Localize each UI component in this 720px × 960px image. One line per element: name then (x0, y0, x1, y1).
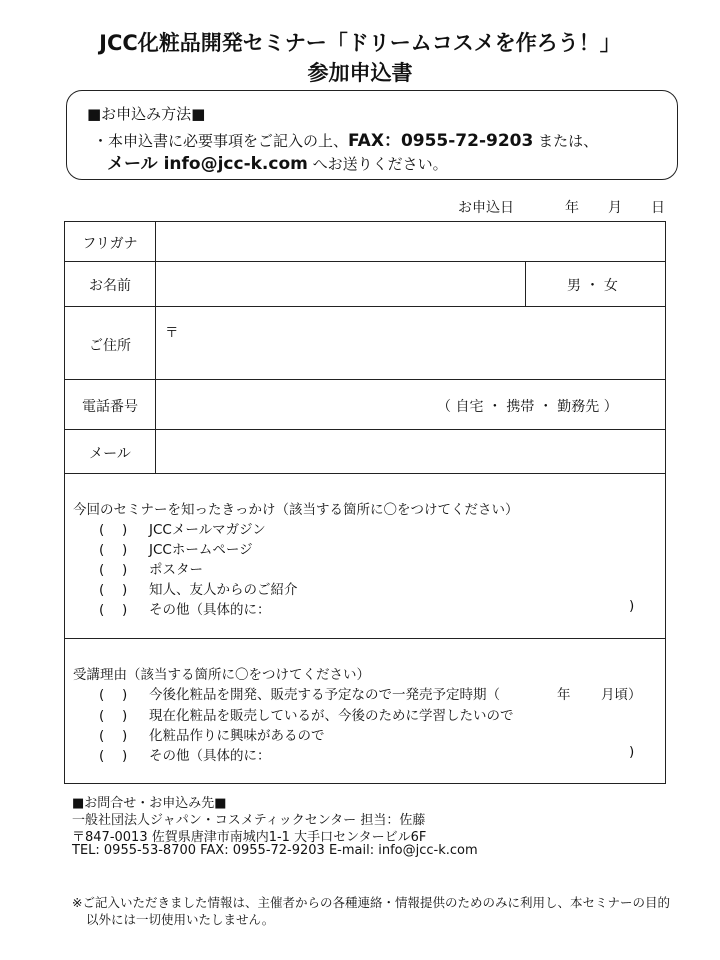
checkbox-paren[interactable]: ( ) (99, 602, 128, 618)
instruction-text: ・本申込書に必要事項をご記入の上、 (93, 132, 349, 150)
gender-column-divider (525, 261, 526, 306)
email-field[interactable] (157, 432, 662, 470)
reason-launch-month: 月頃） (601, 687, 642, 703)
reason-question: 受講理由（該当する箇所に〇をつけてください） (73, 667, 370, 683)
contact-heading: ■お問合せ・お申込み先■ (72, 796, 227, 811)
checkbox-paren[interactable]: ( ) (99, 562, 128, 578)
send-text: へお送りください。 (307, 155, 448, 173)
reason-launch-year: 年 (557, 687, 571, 703)
trigger-option-other: その他（具体的に： (149, 602, 271, 618)
checkbox-paren[interactable]: ( ) (99, 708, 128, 724)
trigger-question: 今回のセミナーを知ったきっかけ（該当する箇所に〇をつけてください） (73, 502, 519, 518)
contact-address: 〒847-0013 佐賀県唐津市南城内1-1 大手口センタービル6F (72, 830, 427, 845)
furigana-field[interactable] (157, 224, 662, 258)
checkbox-paren[interactable]: ( ) (99, 748, 128, 764)
application-method-heading: ■お申込み方法■ (87, 105, 206, 123)
label-column-divider (155, 222, 156, 473)
reason-option-other: その他（具体的に： (149, 748, 271, 764)
reason-option-study: 現在化粧品を販売しているが、今後のために学習したいので (149, 708, 514, 724)
trigger-option-mail-magazine: JCCメールマガジン (149, 522, 266, 538)
contact-tel-fax-email: TEL: 0955-53-8700 FAX: 0955-72-9203 E-mail: info@jcc-k.com (72, 843, 478, 858)
email-label: メール (89, 446, 131, 462)
contact-organization: 一般社団法人ジャパン・コスメティックセンター 担当：佐藤 (72, 813, 426, 828)
form-title: JCC化粧品開発セミナー「ドリームコスメを作ろう！」 (99, 31, 621, 55)
name-label: お名前 (89, 278, 131, 294)
privacy-note-line1: ※ご記入いただきました情報は、主催者からの各種連絡・情報提供のためのみに利用し、本セミナーの目的 (72, 895, 670, 910)
checkbox-paren[interactable]: ( ) (99, 687, 128, 703)
reason-option-interest: 化粧品作りに興味があるので (149, 728, 325, 744)
email-address[interactable]: メール info@jcc-k.com (107, 154, 308, 174)
checkbox-paren[interactable]: ( ) (99, 728, 128, 744)
date-day-label: 日 (651, 200, 665, 216)
application-form-table (64, 221, 666, 784)
date-month-label: 月 (608, 200, 622, 216)
form-subtitle: 参加申込書 (307, 61, 413, 85)
trigger-option-referral: 知人、友人からのご紹介 (149, 582, 298, 598)
fax-number: FAX：0955-72-9203 (348, 131, 534, 151)
application-method-box (66, 90, 678, 180)
application-method-line2 (107, 149, 448, 174)
or-text: または、 (533, 132, 599, 150)
phone-label: 電話番号 (82, 399, 138, 415)
address-label: ご住所 (89, 338, 131, 354)
checkbox-paren[interactable]: ( ) (99, 582, 128, 598)
date-year-label: 年 (565, 200, 579, 216)
gender-options[interactable]: 男 ・ 女 (567, 278, 618, 294)
furigana-label: フリガナ (82, 236, 138, 252)
checkbox-paren[interactable]: ( ) (99, 542, 128, 558)
phone-type-options[interactable]: （ 自宅 ・ 携帯 ・ 勤務先 ） (437, 399, 618, 415)
postal-mark: 〒 (165, 325, 179, 341)
application-method-line1 (93, 126, 598, 151)
application-date-label: お申込日 (458, 200, 514, 216)
reason-option-launch: 今後化粧品を開発、販売する予定なので一発売予定時期（ (149, 687, 500, 703)
name-field[interactable] (157, 263, 522, 304)
trigger-option-homepage: JCCホームページ (149, 542, 253, 558)
checkbox-paren[interactable]: ( ) (99, 522, 128, 538)
row-divider (65, 473, 665, 474)
trigger-option-poster: ポスター (149, 562, 203, 578)
reason-other-close-paren: ) (629, 744, 635, 760)
privacy-note-line2: 以外には一切使用いたしません。 (86, 912, 275, 927)
trigger-other-close-paren: ) (629, 598, 635, 614)
row-divider (65, 638, 665, 639)
